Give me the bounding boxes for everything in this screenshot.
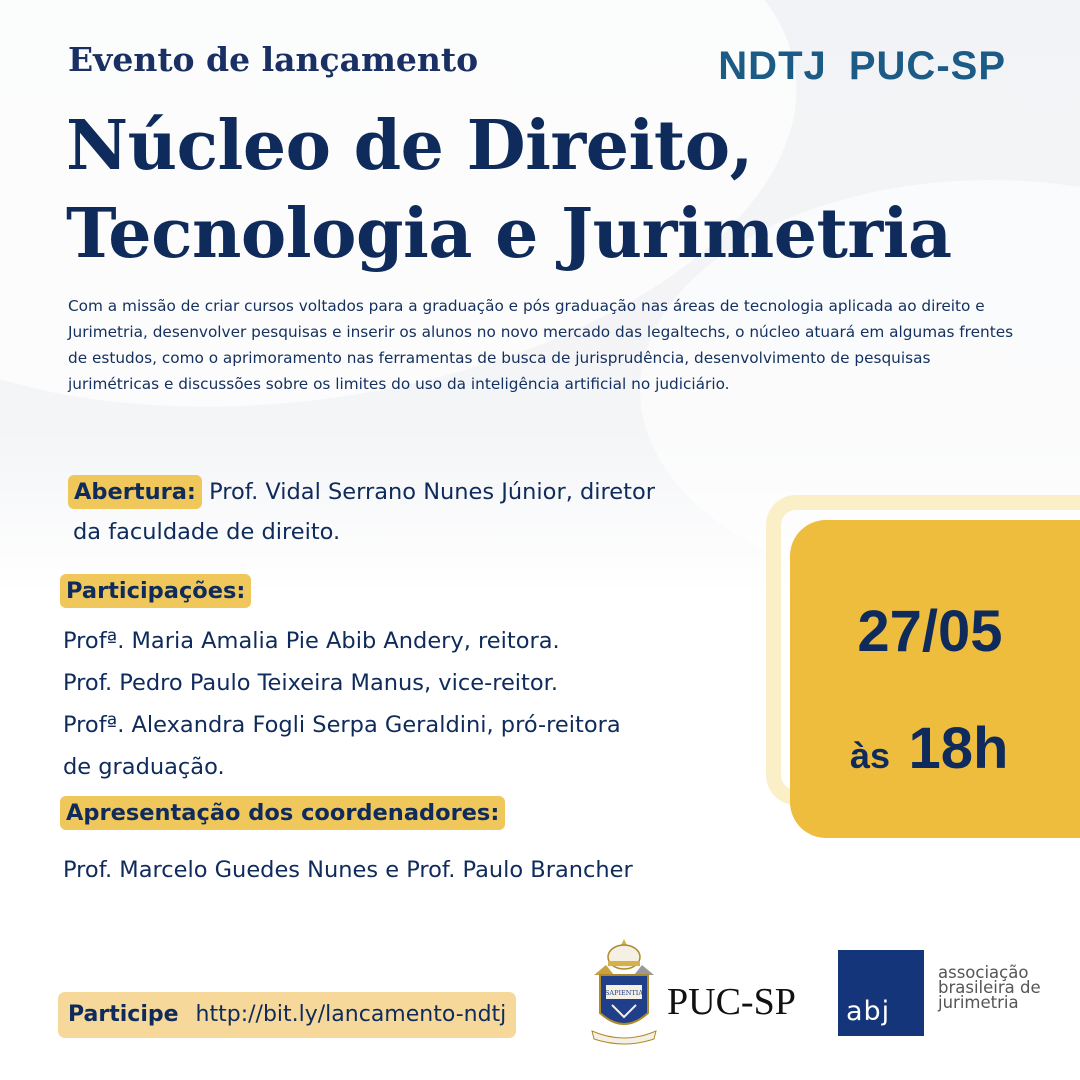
opening-text-2: da faculdade de direito. xyxy=(73,519,341,545)
participate-url[interactable]: http://bit.ly/lancamento-ndtj xyxy=(195,1002,507,1027)
participate-label: Participe xyxy=(68,1002,179,1027)
event-date: 27/05 xyxy=(857,599,1003,664)
event-time-prefix: às xyxy=(850,735,891,776)
participations-label-text: Participações xyxy=(66,578,237,604)
event-time xyxy=(850,715,1008,782)
puc-name: PUC-SP xyxy=(667,981,796,1023)
participant-line: Profª. Alexandra Fogli Serpa Geraldini, pró-reitora xyxy=(63,712,621,738)
event-time-hour: 18h xyxy=(908,716,1009,781)
brand-name: NDTJ PUC-SP xyxy=(718,44,1006,88)
abj-name-line: jurimetria xyxy=(938,993,1019,1012)
coordinators-names: Prof. Marcelo Guedes Nunes e Prof. Paulo Brancher xyxy=(63,857,633,883)
participate-link[interactable] xyxy=(58,992,516,1038)
abj-name-line: associação xyxy=(938,963,1029,982)
title-line-2: Tecnologia e Jurimetria xyxy=(66,194,952,274)
puc-seal-icon xyxy=(584,935,664,1047)
coordinators-label-text: Apresentação dos coordenadores: xyxy=(60,796,505,830)
event-label: Evento de lançamento xyxy=(68,40,479,79)
participations-label-colon: : xyxy=(236,578,246,604)
description: Com a missão de criar cursos voltados para a graduação e pós graduação nas áreas de tecnologia aplicada ao direito e Jurimetria, desenvolver pesquisas e inserir os alunos no novo mercado das legaltechs, o núcleo atuará em algumas frentes de estudos, como o aprimoramento nas ferramentas de busca de jurisprudência, desenvolvimento de pesquisas jurimétricas e discussões sobre os limites do uso da inteligência artificial no judiciário. xyxy=(68,297,1014,393)
page-title xyxy=(66,102,952,278)
abj-full-name xyxy=(938,965,1041,1010)
puc-seal-text: SAPIENTIA xyxy=(604,989,644,997)
participations-label xyxy=(60,578,251,604)
abj-logo-text: abj xyxy=(846,996,891,1027)
participations-list xyxy=(63,620,763,788)
coordinators-label xyxy=(60,800,505,826)
opening-text-1: Prof. Vidal Serrano Nunes Júnior, diretor xyxy=(209,479,655,505)
participant-line: de graduação. xyxy=(63,754,225,780)
participant-line: Prof. Pedro Paulo Teixeira Manus, vice-reitor. xyxy=(63,670,558,696)
date-card xyxy=(790,520,1080,838)
opening-section xyxy=(68,472,768,552)
participant-line: Profª. Maria Amalia Pie Abib Andery, reitora. xyxy=(63,628,560,654)
abj-name-line: brasileira de xyxy=(938,978,1041,997)
opening-label: Abertura: xyxy=(68,475,202,509)
title-line-1: Núcleo de Direito, xyxy=(66,106,753,186)
